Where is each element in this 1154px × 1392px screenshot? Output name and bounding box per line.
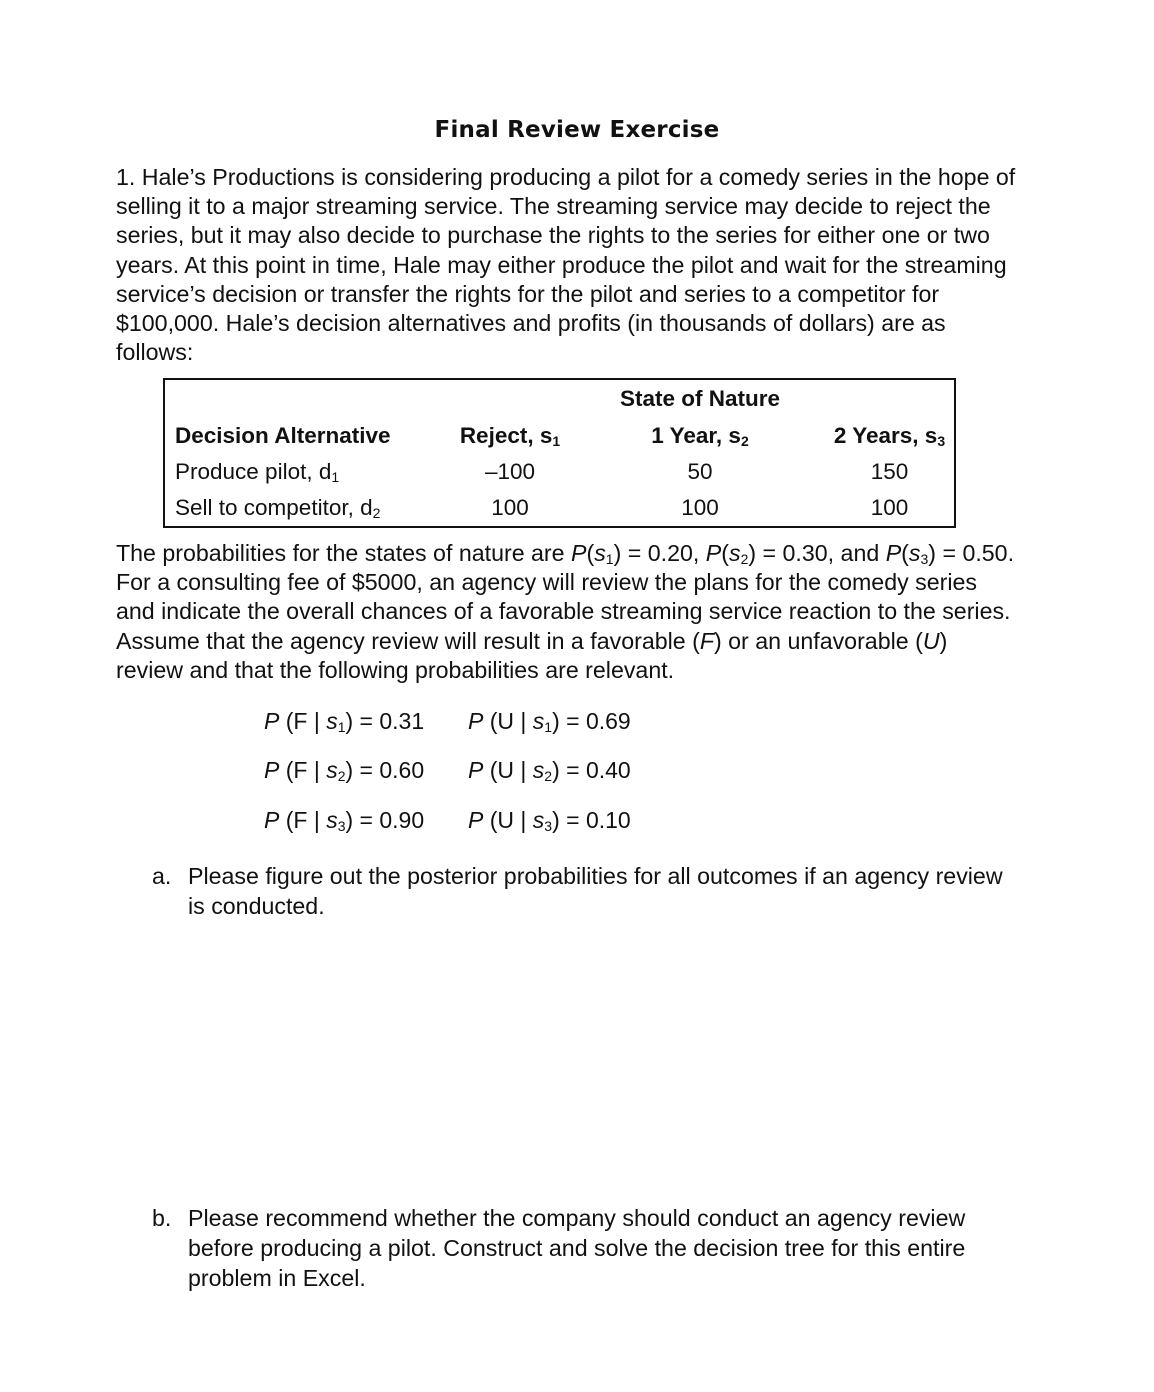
row-label: Produce pilot, $d_1$	[175, 459, 340, 485]
column-header-s2: 1 Year, $s_2$	[651, 423, 749, 449]
question-label: b.	[152, 1205, 172, 1231]
table-cell: 100	[491, 495, 529, 520]
prob-favorable: P (F | $s_1) = 0.31$	[264, 708, 425, 735]
intro-line: selling it to a major streaming service. The streaming service may decide to reject the	[116, 193, 991, 220]
question-text: Please figure out the posterior probabilities for all outcomes if an agency review is conducted.	[188, 863, 1003, 919]
question-text: Please recommend whether the company should conduct an agency review before producing a pilot. Construct and solve the decision tree for this entire problem in Excel.	[188, 1205, 966, 1291]
intro-line: follows:	[116, 339, 194, 366]
intro-line: 1. Hale’s Productions is considering producing a pilot for a comedy series in the hope of	[116, 164, 1016, 190]
table-cell: 100	[681, 495, 719, 520]
consult-line: For a consulting fee of $5000, an agency will review the plans for the comedy series	[116, 569, 977, 596]
prior-probabilities-line: The probabilities for the states of nature are $P(s_1) = 0.20$, $P(s_2) = 0.30$, and $P(s_3) = 0.50$.	[116, 540, 1015, 567]
prob-unfavorable: P (U | $s_3) = 0.10$	[468, 807, 631, 834]
table-cell: 100	[870, 495, 909, 520]
intro-paragraph	[116, 163, 1056, 367]
question-label: a.	[152, 863, 172, 889]
consult-line: and indicate the overall chances of a favorable streaming service reaction to the series.	[116, 598, 1011, 625]
probabilities-paragraph	[116, 539, 1056, 685]
page-title: Final Review Exercise	[434, 117, 720, 143]
column-header-decision: Decision Alternative	[175, 423, 391, 448]
intro-line: $100,000. Hale’s decision alternatives and profits (in thousands of dollars) are as	[116, 310, 946, 337]
prob-unfavorable: P (U | $s_1) = 0.69$	[468, 708, 631, 735]
column-header-s1: Reject, $s_1$	[459, 423, 561, 449]
intro-line: service’s decision or transfer the rights for the pilot and series to a competitor for	[116, 280, 940, 307]
payoff-table	[163, 378, 956, 528]
prob-row	[264, 757, 631, 784]
state-of-nature-header: State of Nature	[619, 386, 781, 411]
table-header-row	[164, 418, 955, 454]
prob-favorable: P (F | $s_3) = 0.90$	[264, 807, 425, 834]
table-group-header-row	[164, 379, 955, 418]
table-cell: 150	[870, 459, 909, 484]
table-row	[164, 490, 955, 527]
table-cell: –100	[484, 459, 536, 484]
table-cell: 50	[687, 459, 713, 484]
consult-line: Assume that the agency review will result in a favorable (F) or an unfavorable (U)	[116, 627, 948, 654]
prob-unfavorable: P (U | $s_2) = 0.40$	[468, 757, 631, 784]
intro-line: series, but it may also decide to purchase the rights to the series for either one or two	[116, 222, 990, 249]
table-row	[164, 454, 955, 490]
prob-row	[264, 708, 631, 735]
column-header-s3: 2 Years, $s_3$	[833, 423, 946, 449]
prob-row	[264, 807, 631, 834]
row-label: Sell to competitor, $d_2$	[175, 495, 381, 521]
prob-favorable: P (F | $s_2) = 0.60$	[264, 757, 425, 784]
intro-line: years. At this point in time, Hale may either produce the pilot and wait for the streaming	[116, 251, 1007, 278]
consult-line: review and that the following probabilities are relevant.	[116, 656, 675, 683]
